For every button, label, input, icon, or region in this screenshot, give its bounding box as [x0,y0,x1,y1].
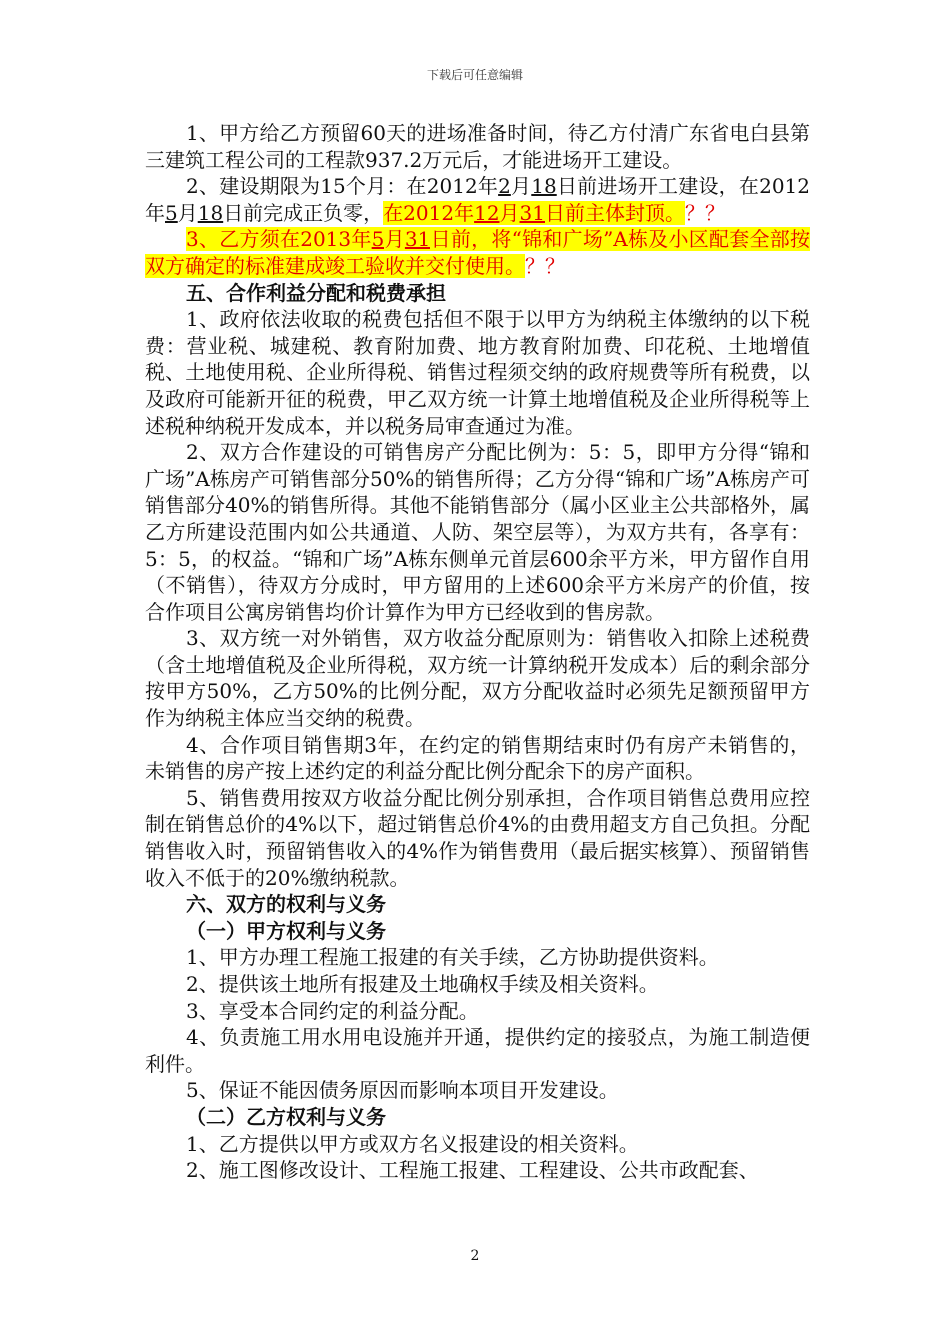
subsection-heading-party-b: （二）乙方权利与义务 [186,1104,386,1129]
paragraph-5-1: 1、政府依法收取的税费包括但不限于以甲方为纳税主体缴纳的以下税费：营业税、城建税、教育附加费、地方教育附加费、印花税、土地增值税、土地使用税、企业所得税、销售过程须交纳的政府规费等所有税费，以及政府可能新开征的税费，甲乙双方统一计算土地增值税及企业所得税等上述税种纳税开发成本，并以税务局审查通过为准。 [145,307,810,438]
party-b-item-1: 1、乙方提供以甲方或双方名义报建设的相关资料。 [186,1131,639,1156]
party-a-item-2: 2、提供该土地所有报建及土地确权手续及相关资料。 [186,972,659,996]
text-run: 2、建设期限为15个月：在2012年 [186,174,499,199]
highlighted-text: 日前，将“锦和广场”A栋及小区配套全部按双方确定的标准建成竣工验收并交付使用。 [145,227,811,278]
party-a-item-4: 4、负责施工用水用电设施并开通，提供约定的接驳点，为施工制造便利件。 [145,1025,810,1076]
underlined-month: 5 [165,200,178,225]
party-a-item-1: 1、甲方办理工程施工报建的有关手续，乙方协助提供资料。 [186,945,719,970]
party-b-item-2: 2、施工图修改设计、工程施工报建、工程建设、公共市政配套、 [186,1158,759,1183]
highlighted-text: 3、乙方须在2013年 [186,227,372,252]
underlined-month: 2 [498,174,511,199]
highlighted-month: 12 [474,200,500,225]
highlighted-text: 月 [499,200,520,225]
highlighted-text: 日前主体封顶。 [545,200,685,225]
party-a-item-3: 3、享受本合同约定的利益分配。 [186,998,479,1023]
paragraph-4-3 [145,226,810,279]
paragraph-5-5: 5、销售费用按双方收益分配比例分别承担，合作项目销售总费用应控制在销售总价的4%以下，超过销售总价4%的由费用超支方自己负担。分配销售收入时，预留销售收入的4%作为销售费用（最后据实核算）、预留销售收入不低于的20%缴纳税款。 [145,785,810,890]
page-header: 下载后可任意编辑 [426,68,523,82]
text-run: 日前完成正负零， [223,200,384,225]
section-heading-6: 六、双方的权利与义务 [186,892,386,917]
underlined-day: 18 [197,200,224,225]
paragraph-5-3: 3、双方统一对外销售，双方收益分配原则为：销售收入扣除上述税费（含土地增值税及企业所得税，双方统一计算纳税开发成本）后的剩余部分按甲方50%，乙方50%的比例分配，双方分配收益时必须先足额预留甲方作为纳税主体应当交纳的税费。 [145,626,810,731]
highlighted-text: 月 [384,227,405,252]
highlighted-month: 5 [371,227,385,252]
text-run: 月 [510,174,532,199]
underlined-day: 18 [531,174,557,199]
paragraph-5-2: 2、双方合作建设的可销售房产分配比例为：5：5，即甲方分得“锦和广场”A栋房产可销售部分50%的销售所得；乙方分得“锦和广场”A栋房产可销售部分40%的销售所得。其他不能销售部分（属小区业主公共部格外，属乙方所建设范围内如公共通道、人防、架空层等），为双方共有，各享有：5：5，的权益。“锦和广场”A栋东侧单元首层600余平方米，甲方留作自用（不销售），待双方分成时，甲方留用的上述600余平方米房产的价值，按合作项目公寓房销售均价计算作为甲方已经收到的售房款。 [145,440,810,624]
question-marks: ？？ [525,253,565,278]
section-heading-5: 五、合作利益分配和税费承担 [186,280,446,305]
paragraph-4-1: 1、甲方给乙方预留60天的进场准备时间，待乙方付清广东省电白县第三建筑工程公司的工程款937.2万元后，才能进场开工建设。 [145,121,810,172]
highlighted-day: 31 [519,200,545,225]
highlighted-day: 31 [404,227,431,252]
question-marks: ？？ [685,200,725,225]
text-run: 月 [177,200,198,225]
highlighted-text: 在2012年 [383,200,475,225]
subsection-heading-party-a: （一）甲方权利与义务 [186,918,386,943]
text-run: 日前进场开工建设，在2012年 [145,174,811,225]
paragraph-4-2 [145,173,810,226]
paragraph-5-4: 4、合作项目销售期3年，在约定的销售期结束时仍有房产未销售的，未销售的房产按上述约定的利益分配比例分配余下的房产面积。 [145,732,810,784]
document-body [145,120,810,1184]
page-number: 2 [470,1248,480,1264]
party-a-item-5: 5、保证不能因债务原因而影响本项目开发建设。 [186,1078,619,1103]
